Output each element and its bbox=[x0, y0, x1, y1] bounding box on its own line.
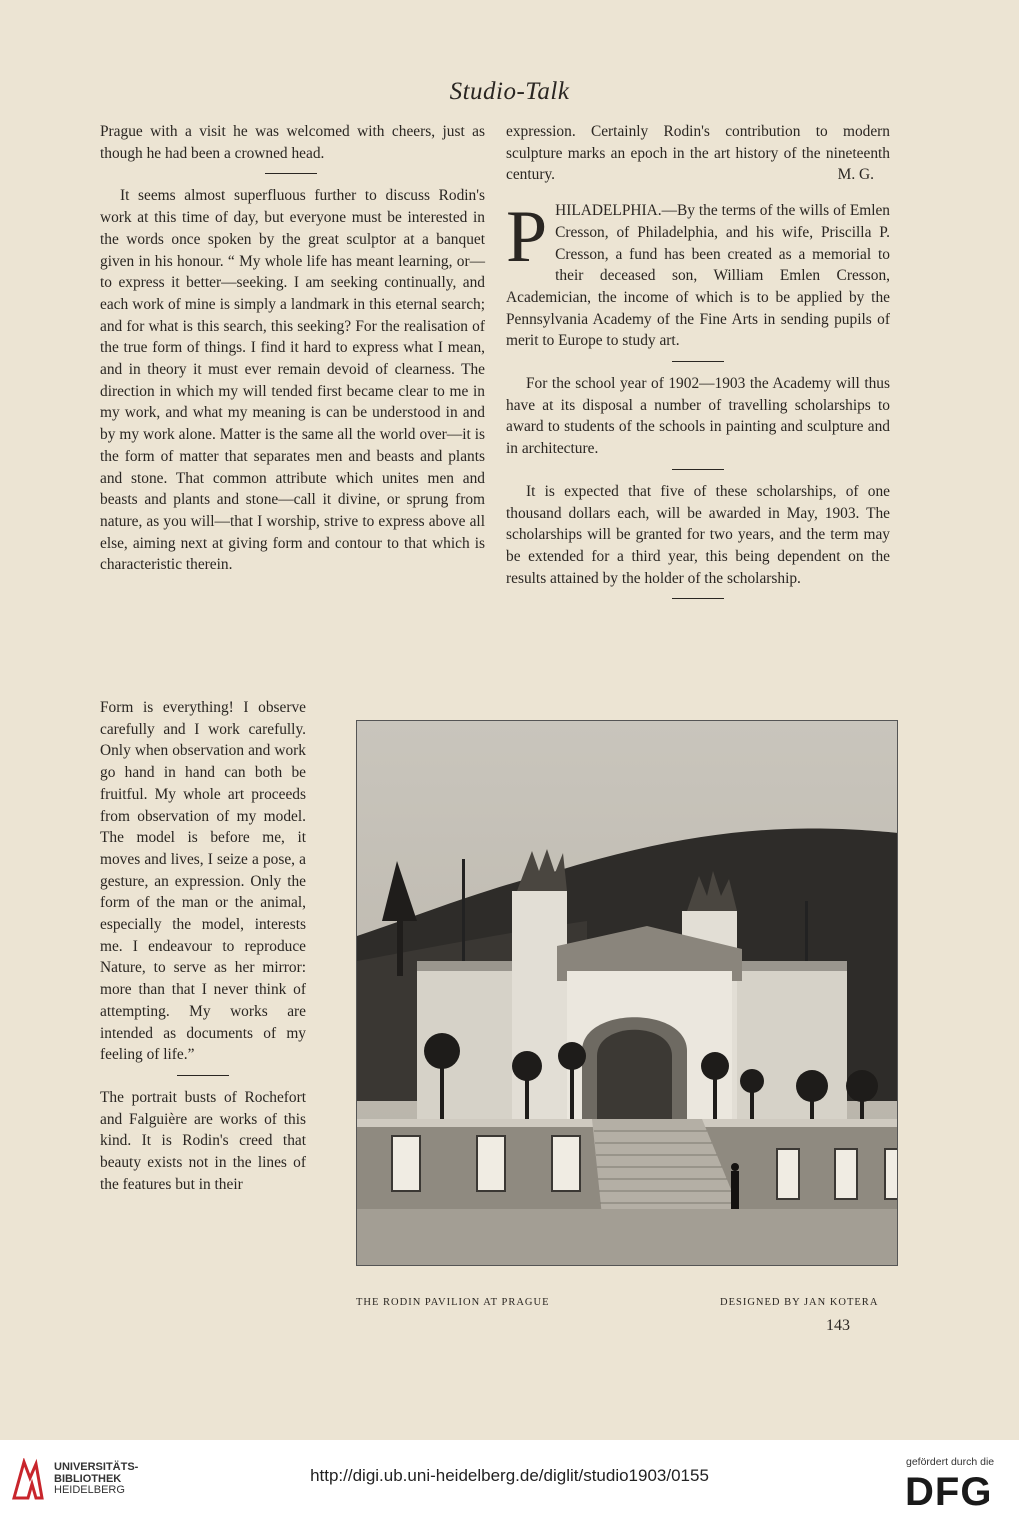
library-name-line2: BIBLIOTHEK bbox=[54, 1472, 122, 1485]
paragraph-text: HILADELPHIA.—By the terms of the wills of Emlen Cresson, of Philadelphia, and his wife, Priscilla P. Cresson, a fund has been created as a memorial to their deceased son, William Emlen Cresson, Academician, the income of which is to be applied by the Pennsylvania Academy of the Fine Arts in sending pupils of merit to Europe to study art. bbox=[506, 202, 890, 350]
section-divider bbox=[177, 1075, 229, 1076]
section-divider bbox=[672, 469, 724, 470]
left-column-narrow bbox=[100, 697, 306, 1195]
dfg-logo: DFG bbox=[905, 1470, 993, 1514]
pavilion-illustration bbox=[357, 721, 898, 1266]
library-name-line3: HEIDELBERG bbox=[54, 1484, 125, 1496]
paragraph: The portrait busts of Rochefort and Falguière are works of this kind. It is Rodin's creed that beauty exists not in the lines of the features but in their bbox=[100, 1088, 306, 1193]
paragraph bbox=[506, 121, 890, 186]
sponsor-label: gefördert durch die bbox=[906, 1456, 995, 1468]
library-name-line1: UNIVERSITÄTS- bbox=[54, 1461, 139, 1473]
paragraph: Form is everything! I observe carefully and I work carefully. Only when observation and work go hand in hand can both be fruitful. My whole art proceeds from observation of my model. The model is before me, it moves and lives, I seize a pose, a gesture, an expression. Only the form of the man or the animal, especially the model, interests me. I endeavour to reproduce Nature, to serve as her mirror: more than that I never think of attempting. My works are intended as documents of my feeling of life.” bbox=[100, 699, 306, 1064]
paragraph: It seems almost superfluous further to discuss Rodin's work at this time of day, but everyone must be interested in the words once spoken by the great sculptor at a banquet given in his honour. “ My whole life has meant learning, or—to express it better—seeking. I am seeking continually, and each work of mine is simply a landmark in this eternal search; and for what is this search, this seeking? For the realisation of the true form of things. I find it hard to express what I mean, and in theory it must ever remain devoid of clearness. The direction in which my will tended first became clear to me in my work, and what my meaning is can be understood in and by my work alone. Matter is the same all the world over—it is the form of matter that separates men and beasts and plants and stone. That common attribute which unites men and beasts and plants and stone—call it divine, or sprung from nature, as you will—that I worship, strive to express above all else, aiming next at giving form and contour to that which is characteristic therein. bbox=[100, 187, 485, 574]
section-divider bbox=[672, 598, 724, 599]
right-column bbox=[506, 121, 890, 610]
running-header: Studio-Talk bbox=[449, 78, 570, 105]
page-number: 143 bbox=[826, 1317, 850, 1334]
figure-caption-credit: DESIGNED BY JAN KOTERA bbox=[720, 1297, 879, 1308]
left-column bbox=[100, 121, 485, 576]
paragraph-text: expression. Certainly Rodin's contribution to modern sculpture marks an epoch in the art history of the nineteenth century. bbox=[506, 123, 890, 184]
paragraph: It is expected that five of these scholarships, of one thousand dollars each, will be awarded in May, 1903. The scholarships will be granted for two years, and the term may be extended for a third year, this being dependent on the results attained by the holder of the scholarship. bbox=[506, 482, 890, 587]
section-divider bbox=[265, 173, 317, 174]
paragraph bbox=[506, 196, 890, 352]
section-divider bbox=[672, 361, 724, 362]
source-url-link[interactable]: http://digi.ub.uni-heidelberg.de/diglit/studio1903/0155 bbox=[310, 1466, 709, 1485]
paragraph: For the school year of 1902—1903 the Academy will thus have at its disposal a number of travelling scholarships to award to students of the schools in painting and sculpture and in architecture. bbox=[506, 375, 890, 458]
author-initials: M. G. bbox=[837, 166, 874, 184]
drop-cap: P bbox=[506, 196, 548, 279]
figure-caption-title: THE RODIN PAVILION AT PRAGUE bbox=[356, 1297, 550, 1308]
paragraph: Prague with a visit he was welcomed with cheers, just as though he had been a crowned head. bbox=[100, 123, 485, 162]
pavilion-photograph bbox=[356, 720, 898, 1266]
